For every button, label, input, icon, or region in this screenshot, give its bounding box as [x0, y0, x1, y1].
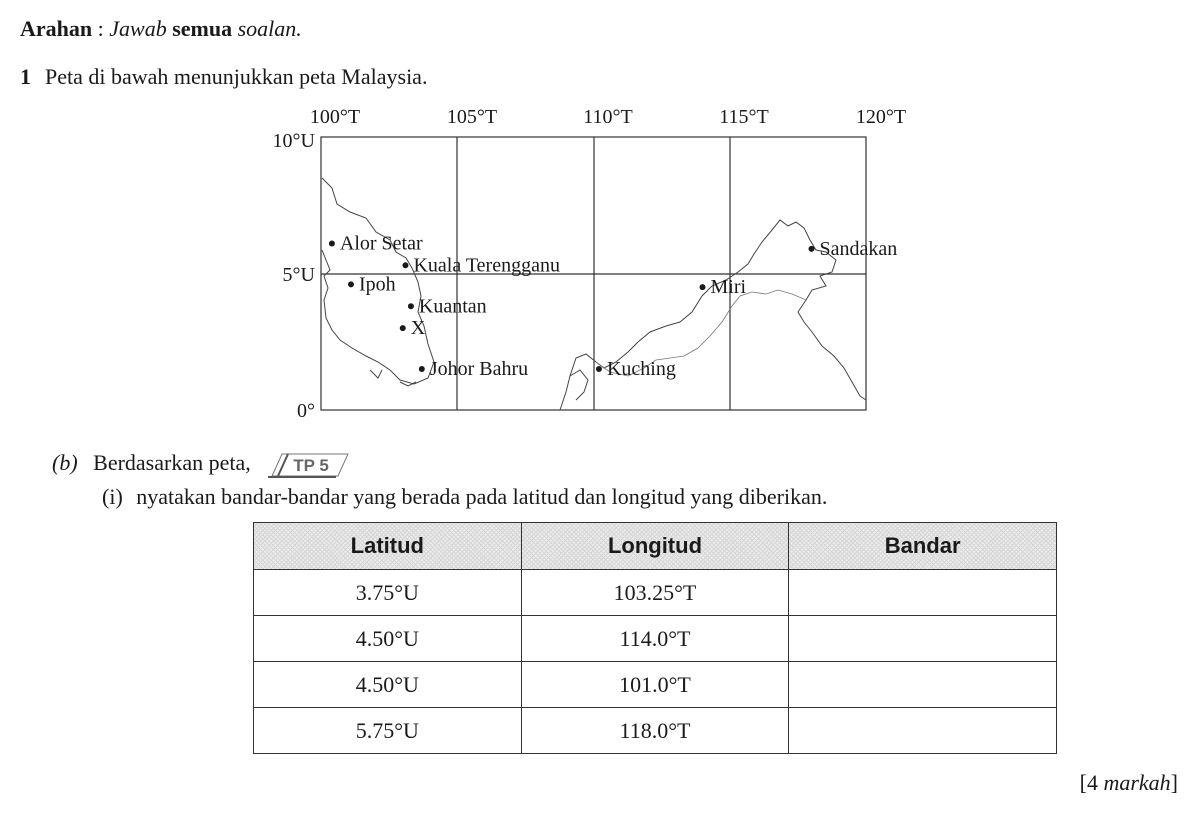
city-label-ipoh: Ipoh	[358, 273, 396, 296]
cell-latitud: 4.50°U	[254, 616, 522, 662]
question-1	[20, 64, 427, 90]
city-dot-johor-bahru	[419, 366, 425, 372]
cell-longitud: 103.25°T	[521, 570, 789, 616]
cell-longitud: 114.0°T	[521, 616, 789, 662]
map-grid	[321, 137, 866, 410]
part-b-text: Berdasarkan peta,	[93, 450, 251, 475]
city-dot-kuching	[596, 366, 602, 372]
lon-label-105: 105°T	[446, 106, 498, 128]
city-dot-sandakan	[809, 246, 815, 252]
cell-longitud: 101.0°T	[521, 662, 789, 708]
city-label-sandakan: Sandakan	[819, 237, 898, 260]
table-row	[254, 616, 1057, 662]
cell-latitud: 4.50°U	[254, 662, 522, 708]
malaysia-map	[240, 100, 920, 420]
question-text: Peta di bawah menunjukkan peta Malaysia.	[45, 64, 428, 89]
instruction	[20, 16, 302, 42]
city-dot-kuala-terengganu	[402, 262, 408, 268]
table-row	[254, 708, 1057, 754]
city-label-kuala-terengganu: Kuala Terengganu	[413, 254, 560, 277]
city-label-x: X	[410, 317, 426, 340]
marks-open: [4	[1079, 770, 1104, 795]
cell-bandar-answer[interactable]	[789, 570, 1057, 616]
cell-bandar-answer[interactable]	[789, 708, 1057, 754]
lon-label-100: 100°T	[309, 106, 361, 128]
lon-label-110: 110°T	[583, 106, 633, 128]
table-row	[254, 662, 1057, 708]
question-number: 1	[20, 64, 31, 89]
sub-i-text: nyatakan bandar-bandar yang berada pada latitud dan longitud yang diberikan.	[136, 484, 828, 509]
city-dot-ipoh	[348, 281, 354, 287]
city-label-kuching: Kuching	[606, 358, 676, 381]
header-latitud: Latitud	[254, 523, 522, 570]
tp5-badge	[266, 452, 352, 478]
marks-word: markah	[1103, 770, 1171, 795]
city-markers	[329, 232, 897, 380]
lat-label-0: 0°	[297, 400, 315, 420]
city-dot-alor-setar	[329, 240, 335, 246]
lat-label-10: 10°U	[272, 130, 315, 152]
city-label-alor-setar: Alor Setar	[339, 232, 423, 255]
sub-i-label: (i)	[102, 484, 123, 509]
instruction-separator: :	[92, 16, 110, 41]
lon-label-120: 120°T	[855, 106, 907, 128]
city-label-johor-bahru: Johor Bahru	[429, 358, 529, 381]
cell-bandar-answer[interactable]	[789, 616, 1057, 662]
marks	[1080, 770, 1178, 796]
city-label-kuantan: Kuantan	[418, 295, 487, 318]
part-b-label: (b)	[52, 450, 78, 475]
cell-latitud: 3.75°U	[254, 570, 522, 616]
table-header-row	[254, 523, 1057, 570]
sub-question-i	[102, 484, 827, 510]
sarawak-kuching-bay	[570, 370, 588, 400]
city-label-miri: Miri	[710, 276, 747, 299]
instruction-italic-2: soalan.	[237, 16, 302, 41]
part-b	[52, 450, 352, 478]
cell-longitud: 118.0°T	[521, 708, 789, 754]
city-dot-miri	[700, 284, 706, 290]
marks-close: ]	[1170, 770, 1178, 795]
cell-latitud: 5.75°U	[254, 708, 522, 754]
tp5-badge-text: TP 5	[293, 455, 330, 475]
answer-table	[253, 522, 1057, 754]
lon-label-115: 115°T	[719, 106, 769, 128]
city-dot-kuantan	[408, 303, 414, 309]
header-longitud: Longitud	[521, 523, 789, 570]
lat-label-5: 5°U	[282, 264, 315, 286]
instruction-label: Arahan	[20, 16, 93, 41]
instruction-italic-1: Jawab	[109, 16, 167, 41]
header-bandar: Bandar	[789, 523, 1057, 570]
city-dot-x	[400, 325, 406, 331]
instruction-bold: semua	[172, 16, 233, 41]
table-row	[254, 570, 1057, 616]
cell-bandar-answer[interactable]	[789, 662, 1057, 708]
